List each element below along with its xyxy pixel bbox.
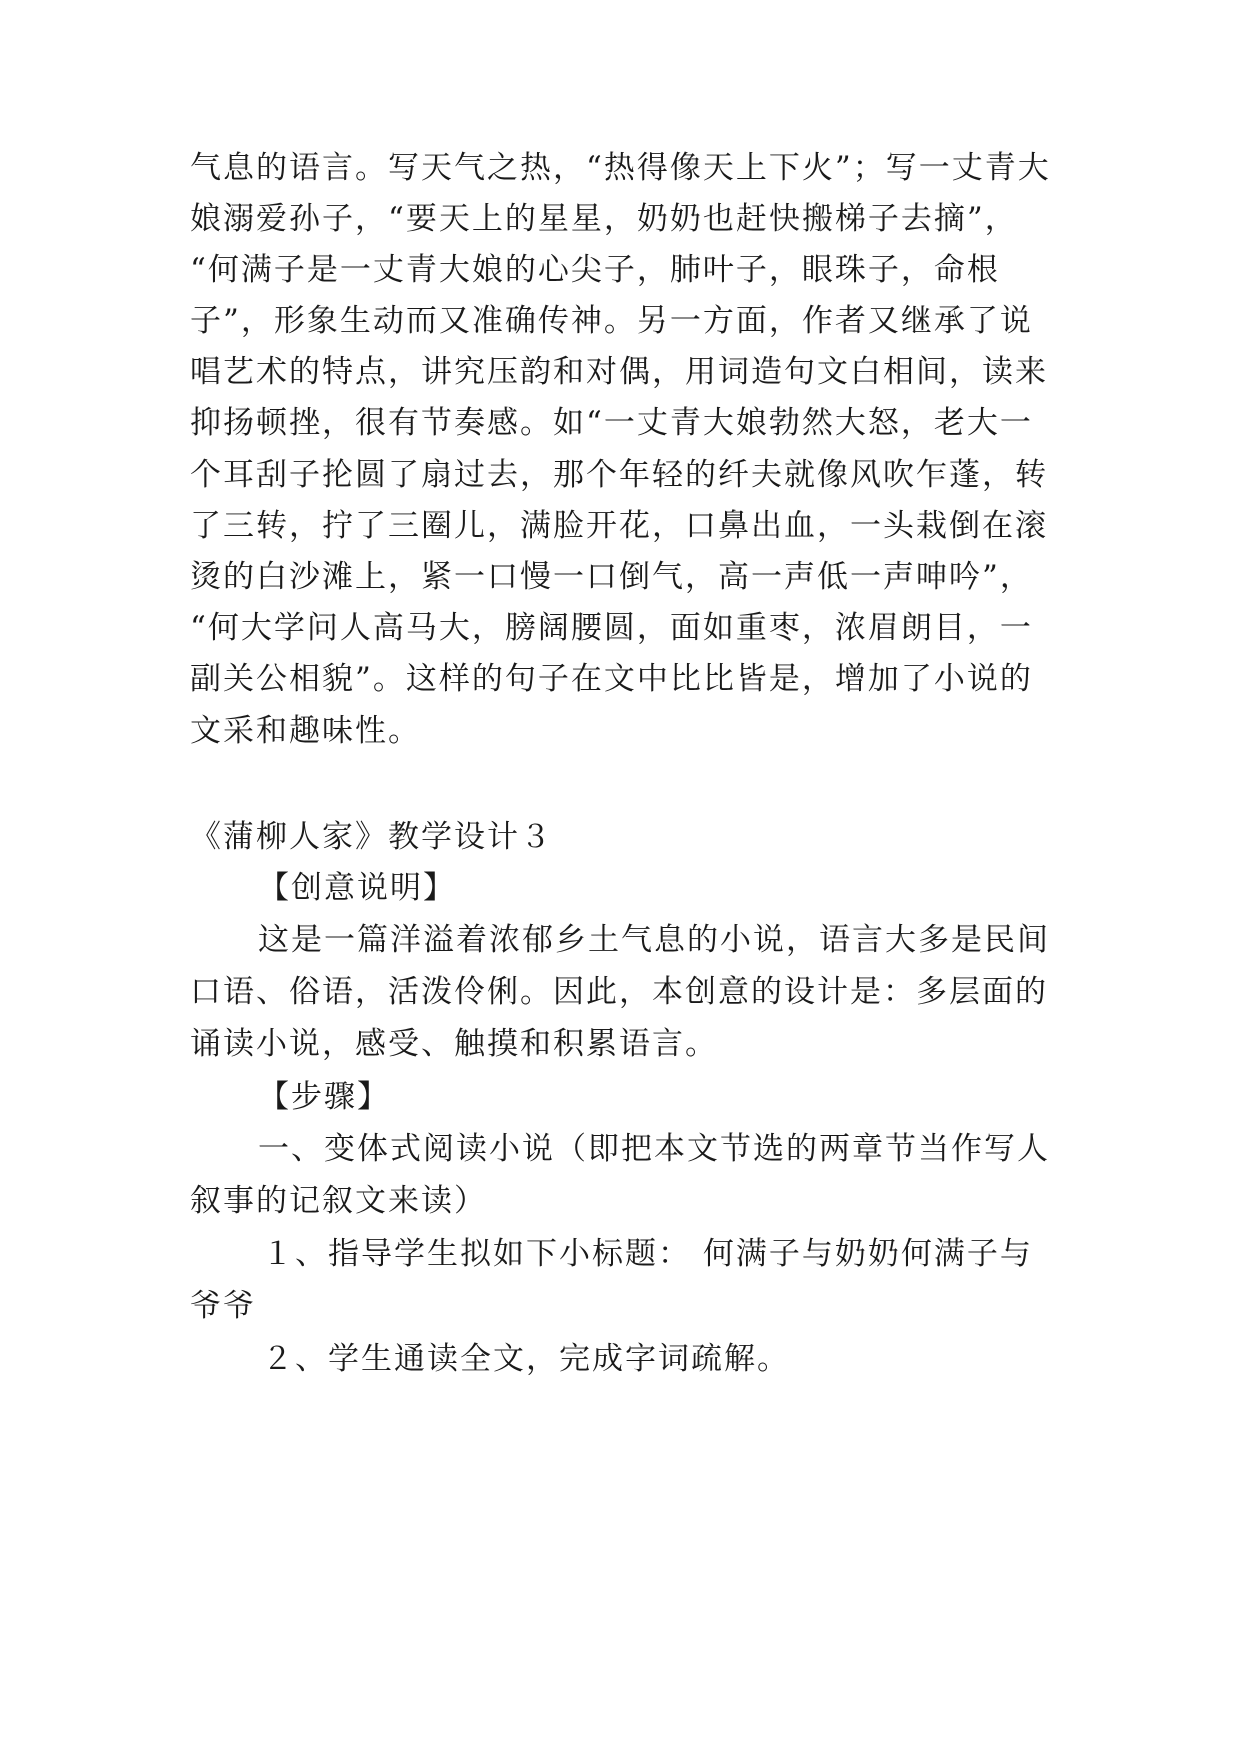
body-text-line: 子”，形象生动而又准确传神。另一方面，作者又继承了说 <box>190 303 1033 339</box>
body-text-line: ２、学生通读全文，完成字词疏解。 <box>262 1341 790 1377</box>
body-text-line: 口语、俗语，活泼伶俐。因此，本创意的设计是：多层面的 <box>190 974 1048 1010</box>
body-text-line: 一、变体式阅读小说（即把本文节选的两章节当作写人 <box>258 1131 1050 1167</box>
section-title: 《蒲柳人家》教学设计３ <box>190 819 553 855</box>
body-text-line: 叙事的记叙文来读） <box>190 1183 487 1219</box>
body-text-line: 了三转，拧了三圈儿，满脸开花，口鼻出血，一头栽倒在滚 <box>190 508 1048 544</box>
body-text-line: 抑扬顿挫，很有节奏感。如“一丈青大娘勃然大怒，老大一 <box>190 405 1033 441</box>
body-text-line: 文采和趣味性。 <box>190 713 421 749</box>
body-text-line: 这是一篇洋溢着浓郁乡土气息的小说，语言大多是民间 <box>258 922 1050 958</box>
body-text-line: 烫的白沙滩上，紧一口慢一口倒气，高一声低一声呻吟”， <box>190 559 1033 595</box>
body-text-line: １、指导学生拟如下小标题： 何满子与奶奶何满子与 <box>262 1236 1033 1272</box>
body-text-line: 娘溺爱孙子，“要天上的星星，奶奶也赶快搬梯子去摘”， <box>190 201 1018 237</box>
creative-heading: 【创意说明】 <box>258 870 456 906</box>
body-text-line: 爷爷 <box>190 1288 256 1324</box>
body-text-line: “何大学问人高马大，膀阔腰圆，面如重枣，浓眉朗目，一 <box>190 610 1033 646</box>
body-text-line: 副关公相貌”。这样的句子在文中比比皆是，增加了小说的 <box>190 661 1033 697</box>
body-text-line: “何满子是一丈青大娘的心尖子，肺叶子，眼珠子，命根 <box>190 252 1000 288</box>
body-text-line: 个耳刮子抡圆了扇过去，那个年轻的纤夫就像风吹乍蓬，转 <box>190 457 1048 493</box>
body-text-line: 诵读小说，感受、触摸和积累语言。 <box>190 1026 718 1062</box>
body-text-line: 唱艺术的特点，讲究压韵和对偶，用词造句文白相间，读来 <box>190 354 1048 390</box>
body-text-line: 气息的语言。写天气之热，“热得像天上下火”；写一丈青大 <box>190 150 1051 186</box>
steps-heading: 【步骤】 <box>258 1079 390 1115</box>
